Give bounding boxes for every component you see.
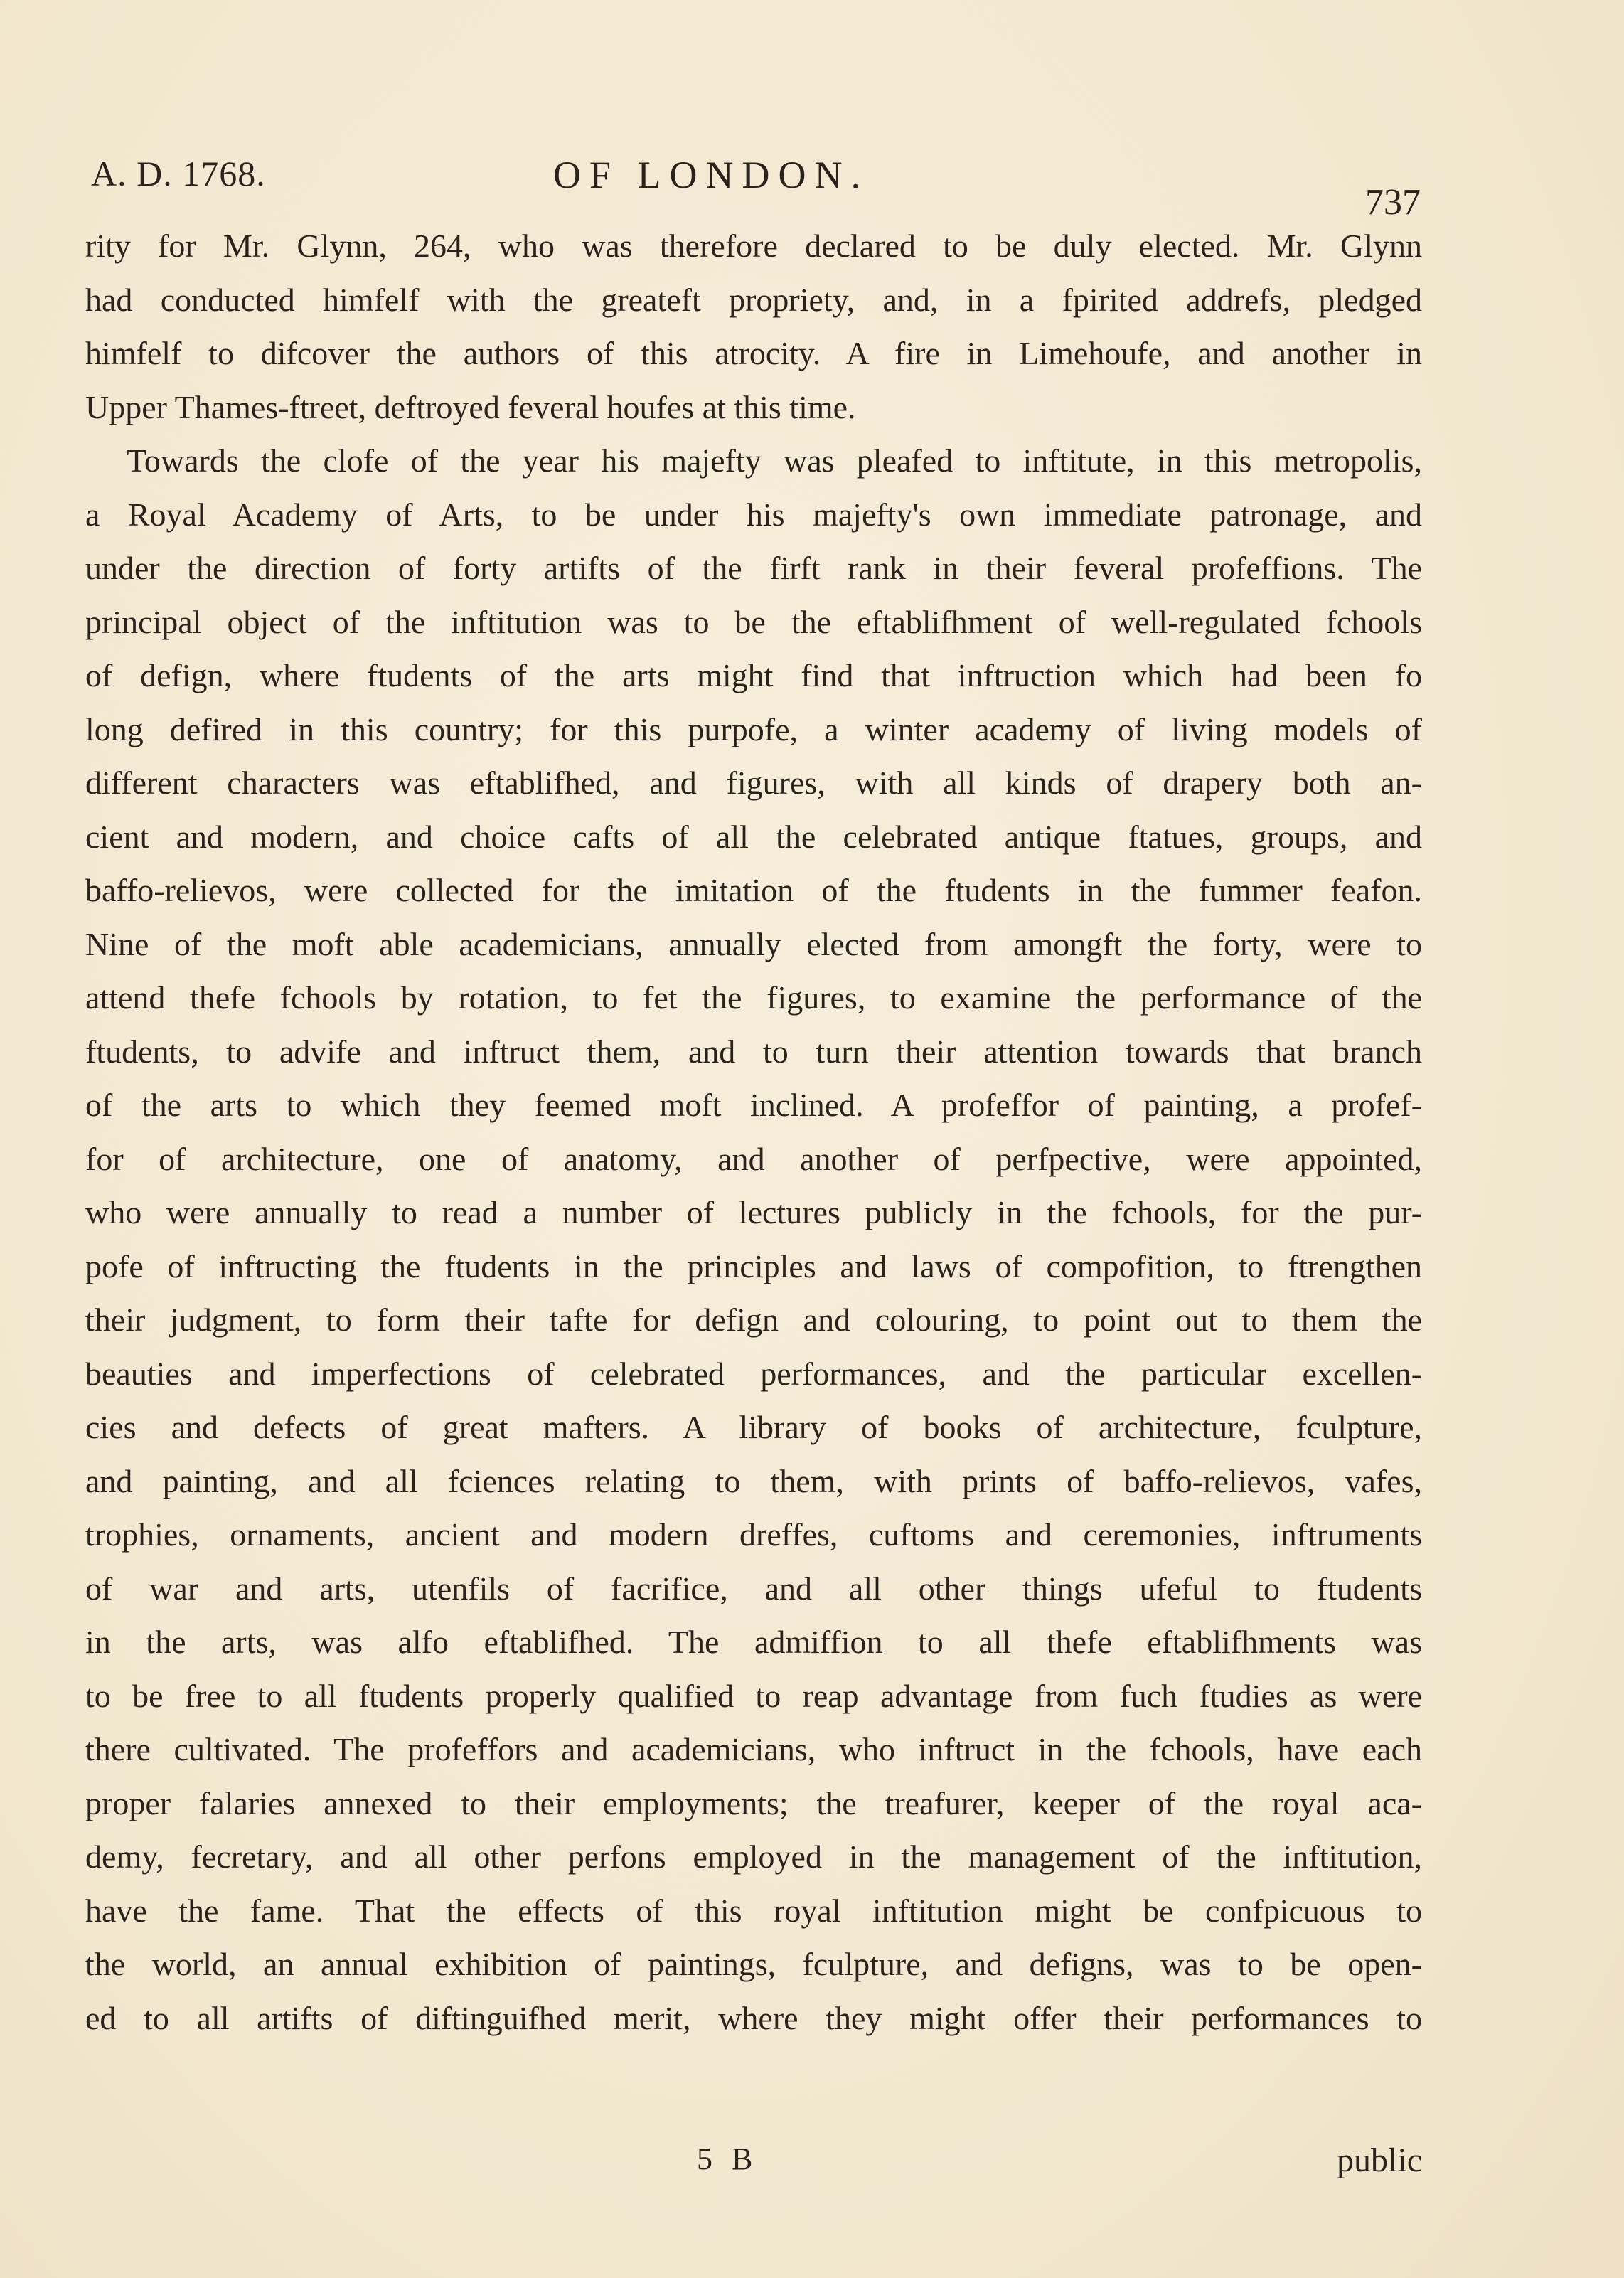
text-line: demy, fecretary, and all other perfons employed in the management of the inftitution, (85, 1838, 1422, 1875)
page-number: 737 (1365, 182, 1421, 223)
text-line: attend thefe fchools by rotation, to fet the figures, to examine the performance of the (85, 979, 1422, 1016)
text-line: a Royal Academy of Arts, to be under his majefty's own immediate patronage, and (85, 496, 1422, 533)
text-line: who were annually to read a number of lectures publicly in the fchools, for the pur- (85, 1194, 1422, 1230)
body-text (85, 219, 1422, 2045)
text-line: Towards the clofe of the year his majefty was pleafed to inftitute, in this metropolis, (127, 442, 1422, 479)
text-line: Upper Thames-ftreet, deftroyed feveral houfes at this time. (85, 388, 856, 425)
text-line: of war and arts, utenfils of facrifice, and all other things ufeful to ftudents (85, 1570, 1422, 1607)
text-line: Nine of the moft able academicians, annually elected from amongft the forty, were to (85, 925, 1422, 962)
text-line: their judgment, to form their tafte for defign and colouring, to point out to them the (85, 1302, 1422, 1338)
text-line: ftudents, to advife and inftruct them, and to turn their attention towards that branch (85, 1033, 1422, 1070)
text-line: cies and defects of great mafters. A library of books of architecture, fculpture, (85, 1409, 1422, 1445)
header-title: OF LONDON. (553, 154, 869, 196)
text-line: proper falaries annexed to their employments; the treafurer, keeper of the royal aca- (85, 1784, 1422, 1821)
text-line: principal object of the inftitution was to be the eftablifhment of well-regulated fchools (85, 603, 1422, 640)
text-line: have the fame. That the effects of this royal inftitution might be confpicuous to (85, 1892, 1422, 1929)
text-line: beauties and imperfections of celebrated performances, and the particular excellen- (85, 1355, 1422, 1392)
text-line: cient and modern, and choice cafts of all the celebrated antique ftatues, groups, and (85, 818, 1422, 855)
text-line: pofe of inftructing the ftudents in the principles and laws of compofition, to ftrengthen (85, 1247, 1422, 1284)
text-line: of the arts to which they feemed moft inclined. A profeffor of painting, a profef- (85, 1087, 1422, 1123)
text-line: trophies, ornaments, ancient and modern dreffes, cuftoms and ceremonies, inftruments (85, 1516, 1422, 1553)
text-line: and painting, and all fciences relating to them, with prints of baffo-relievos, vafes, (85, 1462, 1422, 1499)
catchword: public (1337, 2141, 1422, 2179)
text-line: rity for Mr. Glynn, 264, who was therefore declared to be duly elected. Mr. Glynn (85, 228, 1422, 264)
running-header (91, 153, 1421, 223)
text-line: there cultivated. The profeffors and academicians, who inftruct in the fchools, have each (85, 1731, 1422, 1767)
text-line: ed to all artifts of diftinguifhed merit, where they might offer their performances to (85, 1999, 1422, 2036)
text-line: long defired in this country; for this purpofe, a winter academy of living models of (85, 710, 1422, 747)
text-line: under the direction of forty artifts of the firft rank in their feveral profeffions. The (85, 550, 1422, 586)
text-line: to be free to all ftudents properly qualified to reap advantage from fuch ftudies as were (85, 1677, 1422, 1714)
page-footer (85, 2141, 1422, 2198)
text-line: the world, an annual exhibition of paintings, fculpture, and defigns, was to be open- (85, 1946, 1422, 1982)
text-line: different characters was eftablifhed, and figures, with all kinds of drapery both an- (85, 765, 1422, 801)
text-line: baffo-relievos, were collected for the imitation of the ftudents in the fummer feafon. (85, 872, 1422, 908)
header-date: A. D. 1768. (91, 154, 266, 193)
signature-mark: 5 B (697, 2141, 759, 2176)
text-line: had conducted himfelf with the greateft propriety, and, in a fpirited addrefs, pledged (85, 281, 1422, 318)
text-line: for of architecture, one of anatomy, and another of perfpective, were appointed, (85, 1140, 1422, 1177)
text-line: himfelf to difcover the authors of this atrocity. A fire in Limehoufe, and another in (85, 335, 1422, 371)
text-line: in the arts, was alfo eftablifhed. The admiffion to all thefe eftablifhments was (85, 1624, 1422, 1660)
text-line: of defign, where ftudents of the arts might find that inftruction which had been fo (85, 657, 1422, 693)
